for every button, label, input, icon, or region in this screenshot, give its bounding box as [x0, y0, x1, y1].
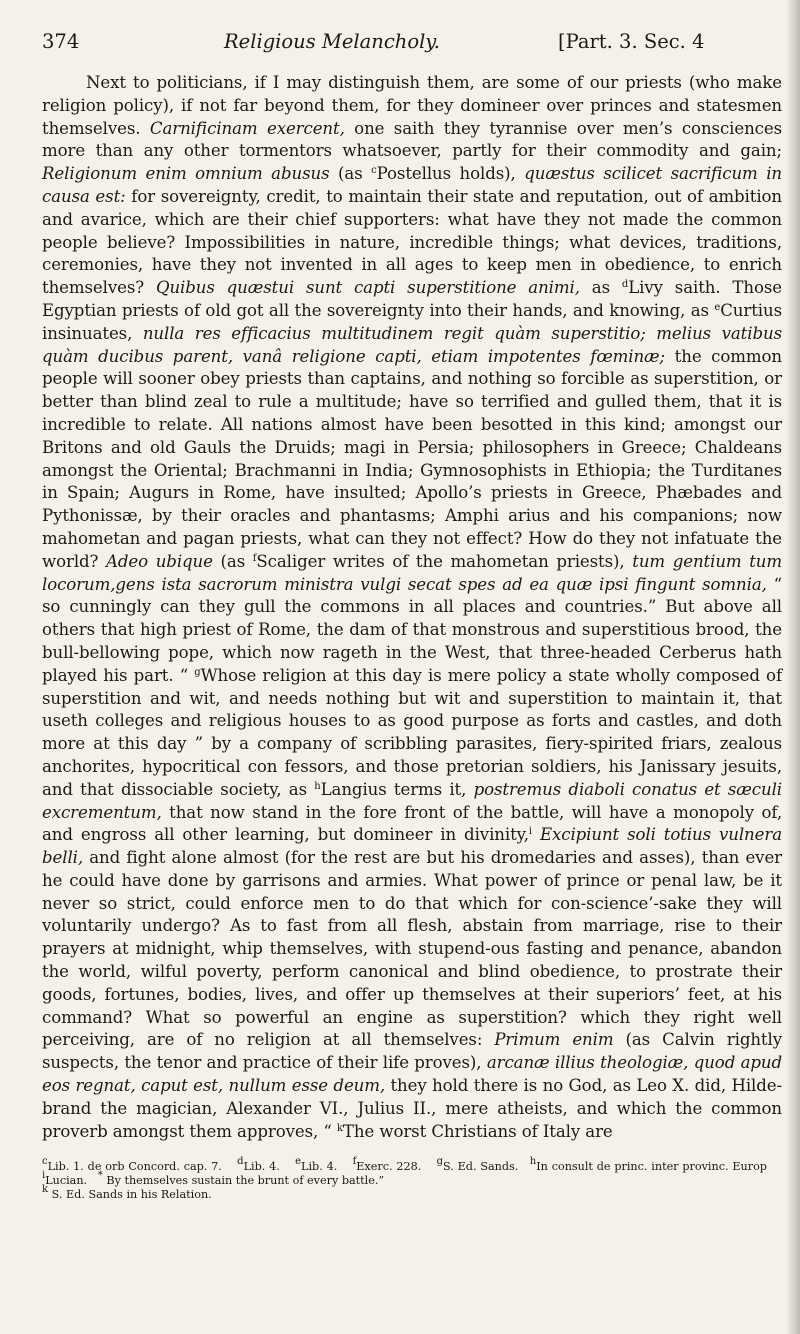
footnote-star: * By themselves sustain the brunt of every battle.” — [97, 1170, 385, 1188]
footnote-h: $^h$In consult de princ. inter provinc. Europ — [529, 1156, 767, 1174]
text-run: they hold there is no God, as Leo X. did, Hilde-brand the magician, Alexander VI., Julius II., mere atheists, and which the common proverb amongst them approves, “ — [42, 1076, 782, 1141]
text-run: (as — [212, 551, 253, 571]
text-run: Livy saith. Those Egyptian priests of old got all the sovereignty into their hands, and knowing, as — [42, 278, 782, 320]
footnote-k: $^k$ S. Ed. Sands in his Relation. — [42, 1184, 212, 1202]
latin-quote: Quibus quæstui sunt capti superstitione animi, — [155, 278, 580, 298]
footnote-marker: i — [528, 826, 532, 838]
text-run: Curtius insinuates, — [42, 300, 782, 343]
text-run: (as Calvin rightly suspects, the tenor and practice of their life proves), — [42, 1030, 782, 1073]
latin-quote: Religionum enim omnium abusus — [42, 164, 330, 184]
text-run: Next to politicians, if I may distinguish them, are some of our priests (who make religion policy), if not far beyond them, for they domineer over princes and statesmen themselves. — [42, 73, 782, 138]
text-run: Langius terms it, — [320, 779, 474, 799]
footnote-f: $^f$Exerc. 228. — [352, 1156, 422, 1174]
latin-quote: arcanæ illius theologiæ, quod apud eos regnat, caput est, nullum esse deum, — [42, 1053, 783, 1096]
footnote-i: $^i$Lucian. — [42, 1170, 88, 1188]
latin-quote: postremus diaboli conatus et sæculi excrementum, — [42, 779, 782, 822]
text-run: one saith they tyrannise over men’s consciences more than any other tormentors whatsoever, partly for their commodity and gain; — [42, 118, 782, 161]
text-run: Postellus holds), — [376, 164, 525, 184]
text-run: and fight alone almost (for the rest are but his dromedaries and asses), than ever he could have done by garrisons and armies. What power of prince or penal law, be it never so strict, could enforce men to do that which for con-science’-sake they will voluntarily undergo? As to fast from all flesh, abstain from marriage, rise to their prayers at midnight, whip themselves, with stupend-ous fasting and penance, abandon the world, wilful poverty, perform canonical and blind obedience, to prostrate their goods, fortunes, bodies, lives, and offer up themselves at their superiors’ feet, at his command? What so powerful an engine as superstition? which they right well perceiving, are of no religion at all themselves: — [42, 848, 782, 1050]
text-run: Scaliger writes of the mahometan priests), — [256, 551, 633, 571]
footnote-marker: f — [252, 552, 257, 564]
text-run — [532, 825, 540, 844]
footnote-marker: c — [371, 165, 377, 177]
page-number: 374 — [42, 30, 80, 53]
footnote-marker: k — [336, 1122, 343, 1134]
footnote-d: $^d$Lib. 4. — [237, 1156, 280, 1174]
page-edge-shadow — [786, 0, 800, 1334]
page-header — [42, 30, 782, 64]
footnote-marker: d — [621, 279, 629, 291]
latin-quote: Carnificinam exercent, — [149, 118, 345, 138]
footnote-c: $^c$Lib. 1. de orb Concord. cap. 7. — [42, 1156, 222, 1174]
main-paragraph — [42, 72, 782, 1143]
latin-quote: Adeo ubique — [106, 551, 213, 571]
footnotes — [42, 1156, 782, 1202]
latin-quote: quæstus scilicet sacrificum in causa est: — [42, 164, 782, 206]
text-run: “ so cunningly can they gull the commons in all places and countries.” But above all others that high priest of Rome, the dam of that monstrous and superstitious brood, the bull-bellowing pope, which now rageth in the West, that three-headed Cerberus hath played his part. “ — [42, 574, 782, 685]
footnote-g: $^g$S. Ed. Sands. — [436, 1156, 519, 1174]
text-run: The worst Christians of Italy are — [342, 1121, 613, 1141]
running-title: Religious Melancholy. — [224, 30, 440, 53]
latin-quote: tum gentium tum locorum,gens ista sacrorum ministra vulgi secat spes ad ea quæ ipsi fingunt somnia, — [42, 551, 783, 594]
text-run: for sovereignty, credit, to maintain their state and reputation, out of ambition and avarice, which are their chief supporters: what have they not made the common people believe? Impossibilities in nature, incredible things; what devices, traditions, ceremonies, have they not invented in all ages to keep men in obedience, to enrich themselves? — [42, 186, 782, 298]
text-run: that now stand in the fore front of the battle, will have a monopoly of, and engross all other learning, but domineer in divinity, — [42, 802, 782, 845]
footnote-marker: g — [194, 666, 201, 678]
footnote-e: $^e$Lib. 4. — [295, 1156, 338, 1174]
latin-quote: nulla res efficacius multitudinem regit quàm superstitio; melius vatibus quàm ducibus parent, vanâ religione capti, etiam impotentes fœminæ; — [42, 323, 782, 366]
text-run: as — [579, 278, 622, 298]
section-reference: [Part. 3. Sec. 4 — [558, 30, 705, 53]
latin-quote: Primum enim — [494, 1030, 614, 1050]
latin-quote: Excipiunt soli totius vulnera belli, — [42, 825, 782, 868]
footnote-marker: e — [714, 301, 721, 313]
text-run: the common people will sooner obey priests than captains, and nothing so forcible as superstition, or better than blind zeal to rule a multitude; have so terrified and gulled them, that it is incredible to relate. All nations almost have been besotted in this kind; amongst our Britons and old Gauls the Druids; magi in Persia; philosophers in Greece; Chaldeans amongst the Oriental; Brachmanni in India; Gymnosophists in Ethiopia; the Turditanes in Spain; Augurs in Rome, have insulted; Apollo’s priests in Greece, Phæbades and Pythonissæ, by their oracles and phantasms; Amphi arius and his companions; now mahometan and pagan priests, what can they not effect? How do they not infatuate the world? — [42, 346, 782, 571]
text-run: (as — [329, 164, 372, 184]
text-run: Whose religion at this day is mere policy a state wholly composed of superstition and wit, and needs nothing but wit and superstition to maintain it, that useth colleges and religious houses to as good purpose as forts and castles, and doth more at this day ” by a company of scribbling parasites, fiery-spirited friars, zealous anchorites, hypocritical con fessors, and those pretorian soldiers, his Janissary jesuits, and that dissociable society, as — [42, 665, 782, 799]
footnote-marker: h — [314, 780, 321, 792]
